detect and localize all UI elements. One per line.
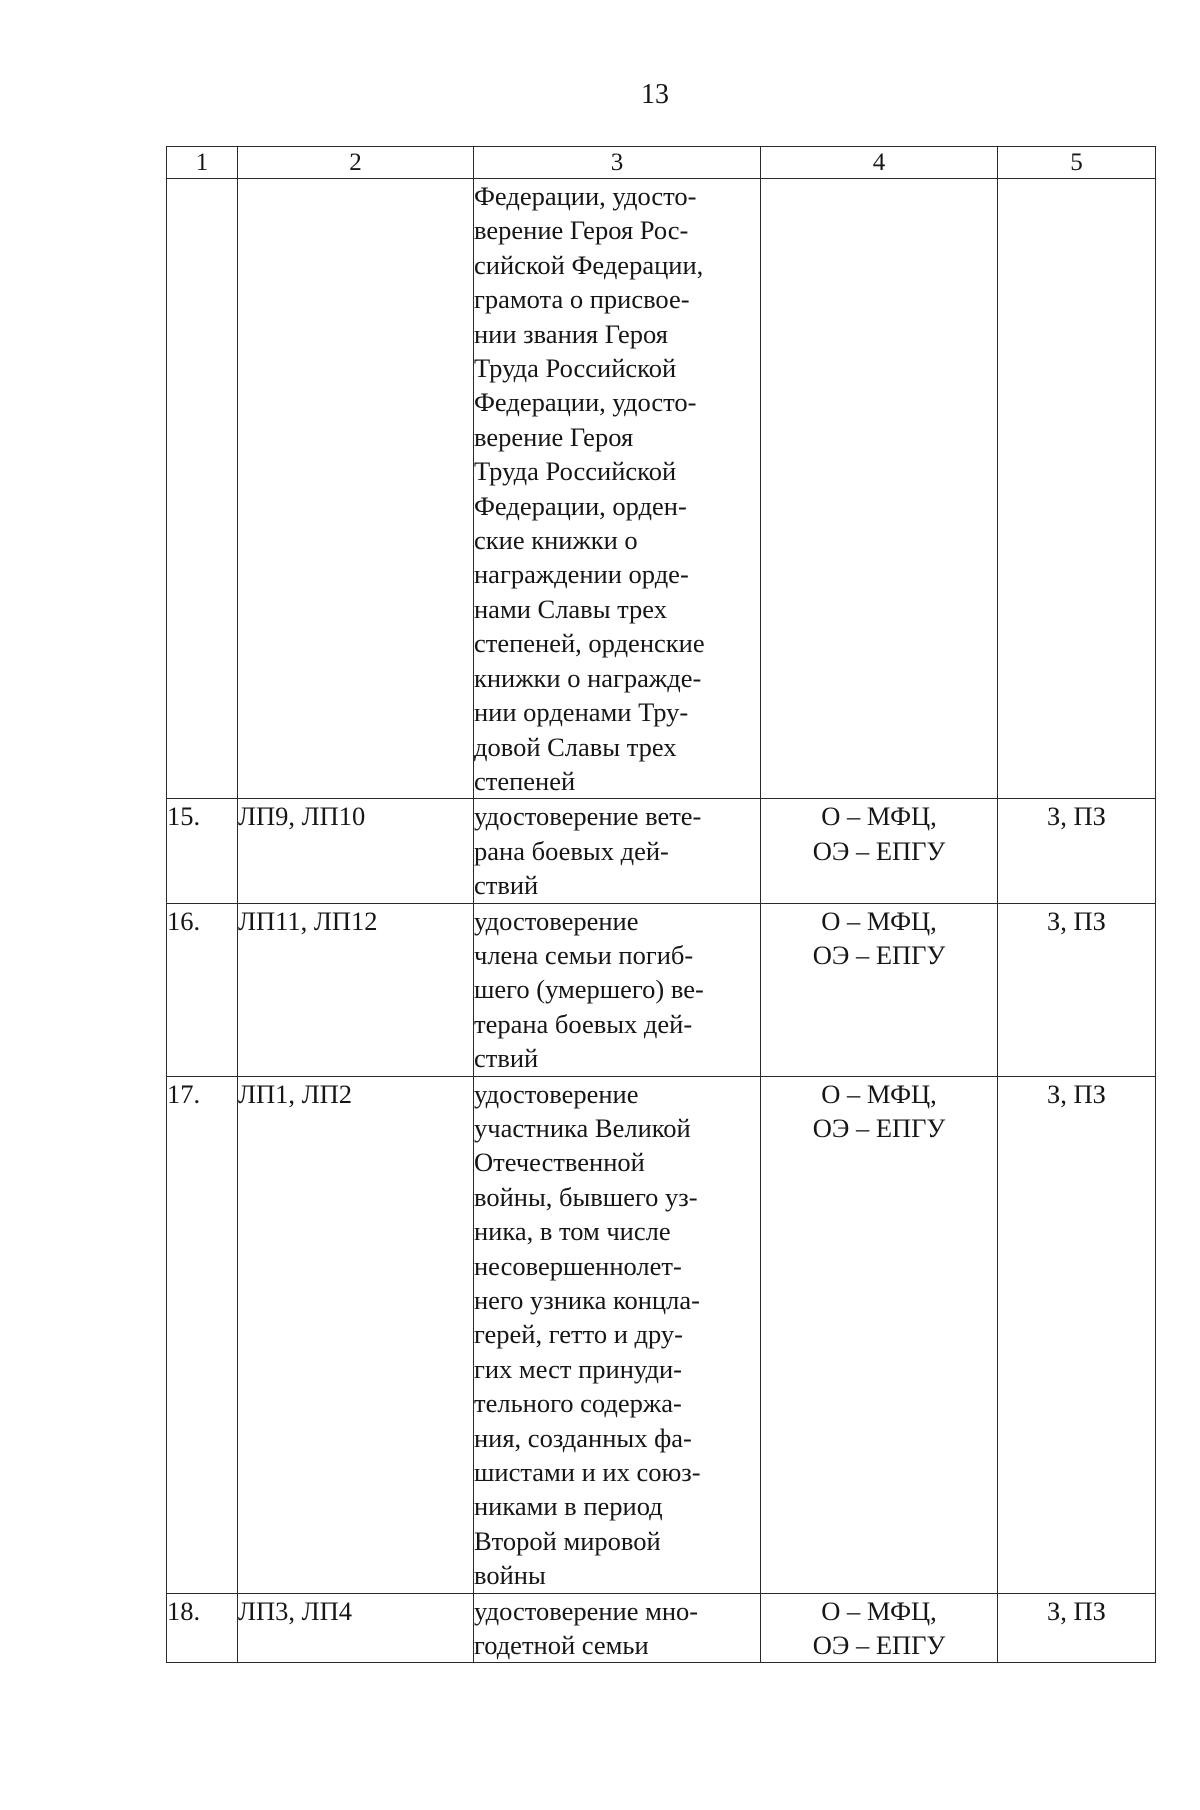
code-cell: ЛП11, ЛП12 [238, 903, 474, 1076]
table-header-row [167, 147, 1156, 179]
document-cell [474, 1076, 761, 1593]
code-cell [238, 179, 474, 799]
code-cell: ЛП3, ЛП4 [238, 1593, 474, 1663]
document-text-line: члена семьи погиб- [474, 939, 694, 970]
document-text-line: книжки о награжде- [474, 662, 702, 693]
document-text-line: Отечественной [474, 1147, 645, 1178]
document-text-line: шистами и их союз- [474, 1457, 701, 1488]
column-header: 2 [238, 147, 474, 179]
document-text-line: шего (умершего) ве- [474, 974, 704, 1005]
document-text-line: гих мест принуди- [474, 1353, 682, 1384]
method-text-line: О – МФЦ, [821, 905, 937, 936]
result-cell: З, ПЗ [998, 1593, 1156, 1663]
document-text-line: сийской Федерации, [474, 249, 704, 280]
method-text-line: ОЭ – ЕПГУ [812, 939, 946, 970]
document-text-line: годетной семьи [474, 1630, 649, 1661]
column-header: 1 [167, 147, 238, 179]
document-text-line: участника Великой [474, 1112, 691, 1143]
table-row [167, 1593, 1156, 1663]
document-text-line: войны [474, 1560, 546, 1591]
method-text-line: О – МФЦ, [821, 1595, 937, 1626]
row-number-cell: 18. [167, 1593, 238, 1663]
table-row [167, 179, 1156, 799]
document-text-line: него узника концла- [474, 1285, 700, 1315]
document-text-line: нии орденами Тру- [474, 697, 689, 728]
document-text-line: герей, гетто и дру- [474, 1319, 683, 1350]
document-text-line: степеней, орденские [474, 628, 705, 659]
column-header: 5 [998, 147, 1156, 179]
document-text-line: удостоверение [474, 1078, 639, 1109]
document-text-line: награждении орде- [474, 559, 689, 590]
result-cell: З, ПЗ [998, 799, 1156, 903]
table-row [167, 799, 1156, 903]
document-text-line: степеней [474, 765, 576, 796]
document-text-line: довой Славы трех [474, 731, 677, 762]
document-text-line: ские книжки о [474, 525, 638, 556]
column-header: 4 [761, 147, 998, 179]
document-text-line: Труда Российской [474, 353, 677, 384]
table-row [167, 903, 1156, 1076]
document-text-line: тельного содержа- [474, 1388, 682, 1419]
result-cell: З, ПЗ [998, 1076, 1156, 1593]
result-cell [998, 179, 1156, 799]
document-text-line: Федерации, удосто- [474, 181, 697, 211]
document-text-line: Федерации, удосто- [474, 387, 697, 418]
document-text-line: верение Героя [474, 421, 634, 452]
method-cell [761, 179, 998, 799]
method-text-line: О – МФЦ, [821, 1078, 937, 1109]
document-text-line: никами в период [474, 1491, 663, 1522]
code-cell: ЛП9, ЛП10 [238, 799, 474, 903]
document-text-line: удостоверение мно- [474, 1595, 699, 1626]
method-text-line: ОЭ – ЕПГУ [812, 835, 946, 866]
row-number-cell: 17. [167, 1076, 238, 1593]
document-cell [474, 179, 761, 799]
method-cell [761, 903, 998, 1076]
document-text-line: рана боевых дей- [474, 835, 669, 866]
row-number-cell [167, 179, 238, 799]
document-text-line: Второй мировой [474, 1525, 661, 1556]
row-number-cell: 16. [167, 903, 238, 1076]
method-cell [761, 1593, 998, 1663]
table-body [167, 179, 1156, 1663]
document-text-line: ствий [474, 1043, 539, 1074]
document-cell [474, 1593, 761, 1663]
code-cell: ЛП1, ЛП2 [238, 1076, 474, 1593]
document-text-line: ника, в том числе [474, 1216, 671, 1247]
document-text-line: удостоверение [474, 905, 639, 936]
result-cell: З, ПЗ [998, 903, 1156, 1076]
column-header: 3 [474, 147, 761, 179]
row-number-cell: 15. [167, 799, 238, 903]
document-text-line: удостоверение вете- [474, 801, 702, 832]
document-text-line: верение Героя Рос- [474, 215, 689, 246]
document-text-line: Труда Российской [474, 456, 677, 487]
document-table [166, 146, 1156, 1663]
document-cell [474, 903, 761, 1076]
table-row [167, 1076, 1156, 1593]
method-text-line: ОЭ – ЕПГУ [812, 1630, 946, 1661]
page-number: 13 [641, 79, 669, 110]
document-text-line: нии звания Героя [474, 318, 668, 349]
document-text-line: ствий [474, 870, 539, 901]
document-text-line: Федерации, орден- [474, 490, 687, 521]
method-cell [761, 1076, 998, 1593]
document-cell [474, 799, 761, 903]
document-text-line: грамота о присвое- [474, 284, 690, 315]
method-cell [761, 799, 998, 903]
document-text-line: ния, созданных фа- [474, 1422, 692, 1453]
document-text-line: войны, бывшего уз- [474, 1181, 698, 1212]
document-text-line: нами Славы трех [474, 593, 667, 624]
document-text-line: терана боевых дей- [474, 1008, 693, 1039]
method-text-line: О – МФЦ, [821, 801, 937, 832]
method-text-line: ОЭ – ЕПГУ [812, 1112, 946, 1143]
document-text-line: несовершеннолет- [474, 1250, 682, 1281]
